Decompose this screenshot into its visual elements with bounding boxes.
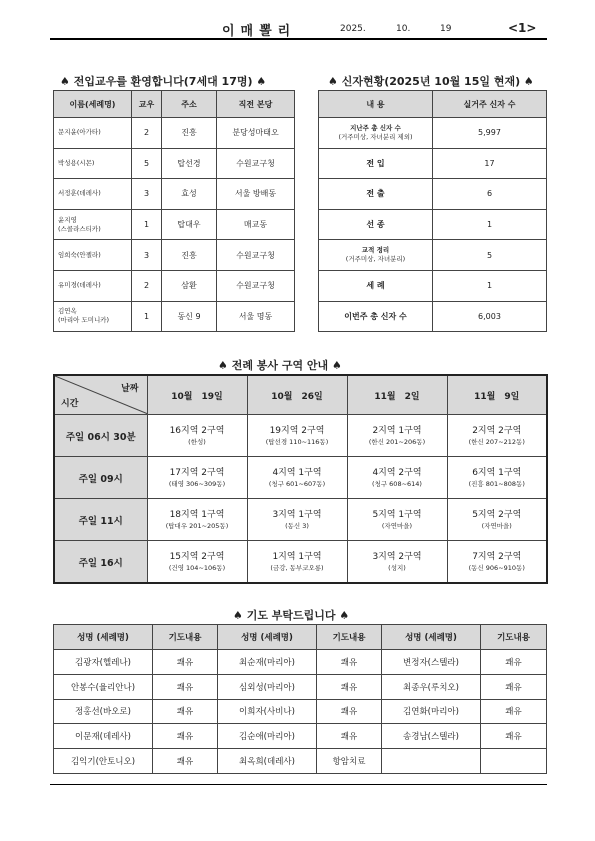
service-cell: [347, 541, 447, 584]
stat-value: 1: [433, 270, 547, 301]
stat-sublabel: (거주미상, 자녀분리 제외): [338, 132, 413, 141]
service-zone: 2지역 2구역: [472, 425, 522, 436]
service-zone-detail: (태영 306~309동): [168, 479, 226, 488]
service-zone-detail: (금강, 동부코오롱): [270, 563, 324, 572]
col-header-count: 교우: [132, 91, 162, 118]
stats-table: [318, 90, 547, 332]
previous-parish: 서울 명동: [217, 301, 295, 332]
table-row: [54, 724, 547, 749]
date-header: 10월 26일: [247, 375, 347, 415]
corner-header: [54, 375, 147, 415]
stat-label-cell: [319, 270, 433, 301]
date-header: 11월 2일: [347, 375, 447, 415]
service-cell: [447, 499, 547, 541]
prayer-name: 김익기(안토니오): [54, 749, 153, 774]
prayer-name: 정홍선(바오로): [54, 699, 153, 724]
service-cell: [347, 415, 447, 457]
table-row: [54, 415, 547, 457]
service-time: 주일 16시: [54, 541, 147, 584]
stats-title: ♠ 신자현황(2025년 10월 15일 현재) ♠: [328, 75, 534, 88]
table-row: [54, 179, 295, 210]
service-zone: 17지역 2구역: [169, 467, 225, 478]
service-zone-detail: (탑선경 110~116동): [265, 437, 329, 446]
member-name-cont: (스콜라스티카): [58, 224, 101, 233]
prayer-name: 이희자(사비나): [218, 699, 317, 724]
col-header-name: 성명 (세례명): [54, 625, 153, 650]
col-header-parish: 직전 본당: [217, 91, 295, 118]
member-count: 1: [132, 209, 162, 240]
previous-parish: 수원교구청: [217, 240, 295, 271]
stat-label-cell: [319, 209, 433, 240]
table-row: [54, 674, 547, 699]
stat-sublabel: (거주미상, 자녀분리): [345, 255, 406, 264]
prayer-name: 김광자(헬레나): [54, 650, 153, 675]
service-zone: 1지역 1구역: [272, 551, 322, 562]
prayer-intention: 쾌유: [481, 650, 547, 675]
bulletin-title: 이매뽈리: [222, 24, 297, 39]
service-zone-detail: (동신 3): [285, 521, 309, 530]
table-row: [54, 457, 547, 499]
date-header: 11월 9일: [447, 375, 547, 415]
service-zone-detail: (탑대우 201~205동): [165, 521, 229, 530]
stat-value: 5: [433, 240, 547, 271]
service-cell: [247, 415, 347, 457]
col-header-address: 주소: [162, 91, 217, 118]
service-zone-detail: (한성): [188, 437, 206, 446]
prayer-intention: [481, 749, 547, 774]
member-name: 서정훈(데레사): [58, 189, 101, 198]
stat-label-cell: [319, 240, 433, 271]
table-row: [54, 301, 295, 332]
table-row: [54, 699, 547, 724]
service-zone-detail: (자연마을): [381, 521, 413, 530]
stat-value: 6: [433, 179, 547, 210]
col-header-name: 성명 (세례명): [382, 625, 481, 650]
service-cell: [247, 457, 347, 499]
member-name-cell: [54, 179, 132, 210]
table-row: [319, 270, 547, 301]
previous-parish: 수원교구청: [217, 270, 295, 301]
service-zone: 5지역 1구역: [372, 509, 422, 520]
table-row: [319, 209, 547, 240]
service-zone: 2지역 1구역: [372, 425, 422, 436]
member-name-cell: [54, 240, 132, 271]
col-header-members: 실거주 신자 수: [433, 91, 547, 118]
service-zone: 15지역 2구역: [169, 551, 225, 562]
prayer-name: 김연화(마리아): [382, 699, 481, 724]
previous-parish: 서울 방배동: [217, 179, 295, 210]
service-zone: 16지역 2구역: [169, 425, 225, 436]
service-zone-detail: (한신 207~212동): [468, 437, 525, 446]
table-row: [54, 240, 295, 271]
table-row: [319, 240, 547, 271]
member-count: 2: [132, 118, 162, 149]
service-cell: [447, 541, 547, 584]
prayer-intention: 쾌유: [153, 749, 218, 774]
member-count: 3: [132, 179, 162, 210]
service-table: [53, 374, 548, 584]
stat-label-cell: [319, 179, 433, 210]
welcome-table: [53, 90, 295, 332]
service-zone-detail: (청구 601~607동): [268, 479, 326, 488]
prayer-name: 송경남(스텔라): [382, 724, 481, 749]
member-name: 김연옥: [58, 307, 77, 316]
prayer-intention: 쾌유: [481, 699, 547, 724]
table-row: [54, 541, 547, 584]
service-zone: 5지역 2구역: [472, 509, 522, 520]
footer-divider: [50, 784, 547, 785]
col-header-prayer: 기도내용: [317, 625, 382, 650]
member-count: 3: [132, 240, 162, 271]
service-cell: [147, 499, 247, 541]
service-zone-detail: (동신 906~910동): [468, 563, 525, 572]
member-name-cell: [54, 270, 132, 301]
service-cell: [147, 415, 247, 457]
prayer-name: 최종우(루치오): [382, 674, 481, 699]
stat-label: 전 입: [366, 158, 385, 168]
prayer-intention: 쾌유: [317, 650, 382, 675]
table-row: [54, 118, 295, 149]
prayer-intention: 쾌유: [317, 699, 382, 724]
service-cell: [347, 457, 447, 499]
prayer-name: 안봉수(율리안나): [54, 674, 153, 699]
table-row: [319, 118, 547, 149]
stat-value: 17: [433, 148, 547, 179]
service-cell: [347, 499, 447, 541]
service-zone-detail: (한신 201~206동): [368, 437, 426, 446]
welcome-title: ♠ 전입교우를 환영합니다(7세대 17명) ♠: [60, 75, 267, 88]
service-cell: [447, 457, 547, 499]
service-cell: [247, 541, 347, 584]
service-title: ♠ 전례 봉사 구역 안내 ♠: [218, 359, 342, 372]
service-zone: 6지역 1구역: [472, 467, 522, 478]
header-divider: [50, 38, 547, 40]
date-month: 10.: [396, 24, 411, 34]
date-day: 19: [440, 24, 452, 34]
member-name: 윤지영: [58, 215, 77, 224]
service-zone-detail: (성지): [388, 563, 406, 572]
service-zone-detail: (청구 608~614): [372, 479, 422, 488]
member-address: 탑선경: [162, 148, 217, 179]
prayer-intention: 쾌유: [153, 699, 218, 724]
service-zone: 3지역 2구역: [372, 551, 422, 562]
prayer-intention: 쾌유: [317, 674, 382, 699]
service-zone: 4지역 2구역: [372, 467, 422, 478]
corner-time-label: 시간: [61, 399, 79, 409]
col-header-name: 이름(세례명): [54, 91, 132, 118]
prayer-name: 최순재(마리아): [218, 650, 317, 675]
previous-parish: 분당성마태오: [217, 118, 295, 149]
service-zone-detail: (건영 104~106동): [168, 563, 226, 572]
service-cell: [147, 457, 247, 499]
service-zone-detail: (진흥 801~808동): [468, 479, 525, 488]
stat-value: 6,003: [433, 301, 547, 332]
stat-label: 선 종: [366, 220, 385, 230]
service-cell: [147, 541, 247, 584]
member-name: 문지윤(아가타): [58, 128, 101, 137]
member-count: 2: [132, 270, 162, 301]
service-cell: [247, 499, 347, 541]
stat-label: 지난주 총 신자 수: [350, 123, 401, 132]
member-address: 삼환: [162, 270, 217, 301]
prayer-intention: 쾌유: [317, 724, 382, 749]
prayer-intention: 항암치료: [317, 749, 382, 774]
stat-label: 교적 정리: [361, 246, 390, 255]
service-cell: [447, 415, 547, 457]
prayer-name: 김순애(마리아): [218, 724, 317, 749]
table-row: [54, 499, 547, 541]
prayer-intention: 쾌유: [153, 724, 218, 749]
previous-parish: 수원교구청: [217, 148, 295, 179]
prayer-name: [382, 749, 481, 774]
date-year: 2025.: [340, 24, 366, 34]
service-zone: 4지역 1구역: [272, 467, 322, 478]
previous-parish: 매교동: [217, 209, 295, 240]
prayer-table: [53, 624, 547, 774]
prayer-name: 변정자(스텔라): [382, 650, 481, 675]
col-header-prayer: 기도내용: [153, 625, 218, 650]
prayer-name: 최옥희(데레사): [218, 749, 317, 774]
table-row: [319, 301, 547, 332]
prayer-intention: 쾌유: [481, 724, 547, 749]
member-name: 박성용(시몬): [58, 158, 95, 167]
service-zone: 19지역 2구역: [269, 425, 325, 436]
table-row: [54, 270, 295, 301]
page-number: <1>: [508, 21, 537, 35]
member-count: 1: [132, 301, 162, 332]
date-header: 10월 19일: [147, 375, 247, 415]
stat-label-cell: [319, 301, 433, 332]
service-time: 주일 09시: [54, 457, 147, 499]
prayer-name: 심외성(마리아): [218, 674, 317, 699]
prayer-intention: 쾌유: [153, 650, 218, 675]
table-row: [54, 749, 547, 774]
member-count: 5: [132, 148, 162, 179]
stat-label: 이번주 총 신자 수: [344, 311, 407, 321]
col-header-content: 내 용: [319, 91, 433, 118]
service-time: 주일 06시 30분: [54, 415, 147, 457]
col-header-name: 성명 (세례명): [218, 625, 317, 650]
table-row: [54, 209, 295, 240]
member-name-cell: [54, 118, 132, 149]
prayer-title: ♠ 기도 부탁드립니다 ♠: [233, 609, 350, 622]
col-header-prayer: 기도내용: [481, 625, 547, 650]
prayer-name: 이문재(데레사): [54, 724, 153, 749]
stat-value: 5,997: [433, 118, 547, 149]
member-address: 탑대우: [162, 209, 217, 240]
member-name-cell: [54, 301, 132, 332]
table-row: [319, 148, 547, 179]
member-address: 진흥: [162, 240, 217, 271]
table-row: [319, 179, 547, 210]
member-name-cont: (마리아 도미니카): [58, 316, 110, 325]
stat-label: 세 례: [366, 281, 385, 291]
member-name: 임희숙(안젤라): [58, 250, 101, 259]
prayer-intention: 쾌유: [153, 674, 218, 699]
member-name-cell: [54, 209, 132, 240]
table-row: [54, 148, 295, 179]
stat-label: 전 출: [366, 189, 385, 199]
member-address: 효성: [162, 179, 217, 210]
member-address: 동신 9: [162, 301, 217, 332]
member-name: 유미경(데레사): [58, 281, 101, 290]
stat-label-cell: [319, 118, 433, 149]
corner-date-label: 날짜: [121, 384, 139, 394]
table-row: [54, 650, 547, 675]
member-address: 진흥: [162, 118, 217, 149]
member-name-cell: [54, 148, 132, 179]
service-zone: 7지역 2구역: [472, 551, 522, 562]
service-zone: 3지역 1구역: [272, 509, 322, 520]
prayer-intention: 쾌유: [481, 674, 547, 699]
service-zone-detail: (자연마을): [481, 521, 512, 530]
stat-value: 1: [433, 209, 547, 240]
service-zone: 18지역 1구역: [169, 509, 225, 520]
stat-label-cell: [319, 148, 433, 179]
service-time: 주일 11시: [54, 499, 147, 541]
